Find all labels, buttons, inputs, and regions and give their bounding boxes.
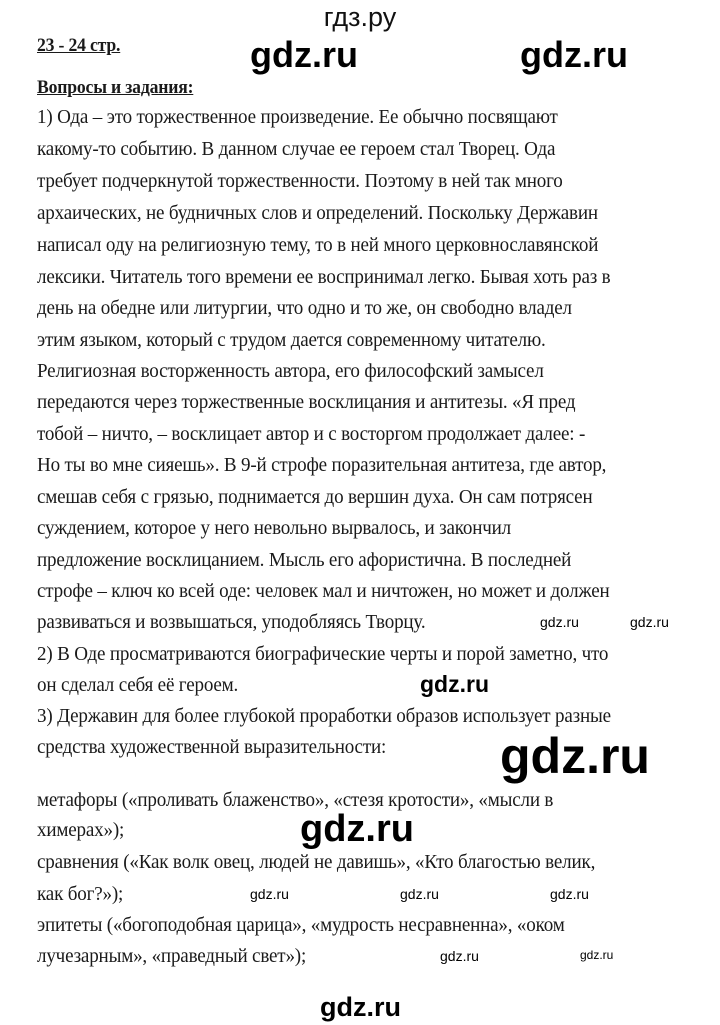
text-line: 3) Державин для более глубокой проработки образов использует разные [37,705,611,727]
watermark: gdz.ru [420,671,489,697]
watermark: gdz.ru [500,728,650,784]
text-line: архаических, не будничных слов и определений. Поскольку Державин [37,202,598,224]
text-line: как бог?»); [37,883,124,905]
text-line: 1) Ода – это торжественное произведение. Ее обычно посвящают [37,106,558,128]
text-line: написал оду на религиозную тему, то в ней много церковнославянской [37,234,599,256]
site-header: гдз.ру [323,2,397,32]
text-line: передаются через торжественные восклицания и антитезы. «Я пред [37,391,576,413]
text-line: тобой – ничто, – восклицает автор и с восторгом продолжает далее: - [37,423,586,445]
watermark: gdz.ru [580,948,614,962]
page-range-heading: 23 - 24 стр. [37,35,121,56]
text-line: развиваться и возвышаться, уподобляясь Творцу. [37,611,426,633]
watermark: gdz.ru [300,808,414,850]
text-line: день на обедне или литургии, что одно и то же, он свободно владел [37,297,572,319]
watermark: gdz.ru [250,34,358,75]
watermark: gdz.ru [250,886,289,902]
section-heading: Вопросы и задания: [37,77,194,98]
text-line: требует подчеркнутой торжественности. Поэтому в ней так много [37,170,563,192]
text-line: строфе – ключ ко всей оде: человек мал и ничтожен, но может и должен [37,580,610,602]
watermark: gdz.ru [540,614,579,630]
watermark: gdz.ru [320,992,401,1022]
watermark: gdz.ru [630,614,669,630]
text-line: 2) В Оде просматриваются биографические черты и порой заметно, что [37,643,609,665]
text-line: химерах»); [37,819,125,841]
text-line: он сделал себя её героем. [37,674,239,696]
text-line: этим языком, который с трудом дается современному читателю. [37,329,546,351]
watermark: gdz.ru [400,886,439,902]
text-line: суждением, которое у него невольно вырвалось, и закончил [37,517,511,539]
text-line: средства художественной выразительности: [37,736,387,758]
text-line: смешав себя с грязью, поднимается до вершин духа. Он сам потрясен [37,486,593,508]
watermark: gdz.ru [520,34,628,75]
text-line: сравнения («Как волк овец, людей не давишь», «Кто благостью велик, [37,851,596,873]
watermark: gdz.ru [550,886,589,902]
text-line: Но ты во мне сияешь». В 9-й строфе поразительная антитеза, где автор, [37,454,607,476]
text-line: предложение восклицанием. Мысль его афористична. В последней [37,549,572,571]
text-line: эпитеты («богоподобная царица», «мудрость несравненна», «оком [37,914,565,936]
watermark: gdz.ru [440,948,479,964]
text-line: какому-то событию. В данном случае ее героем стал Творец. Ода [37,138,556,160]
text-line: лучезарным», «праведный свет»); [37,945,307,967]
text-line: лексики. Читатель того времени ее воспринимал легко. Бывая хоть раз в [37,266,611,288]
text-line: Религиозная восторженность автора, его философский замысел [37,360,544,382]
text-line: метафоры («проливать блаженство», «стезя кротости», «мысли в [37,789,554,811]
